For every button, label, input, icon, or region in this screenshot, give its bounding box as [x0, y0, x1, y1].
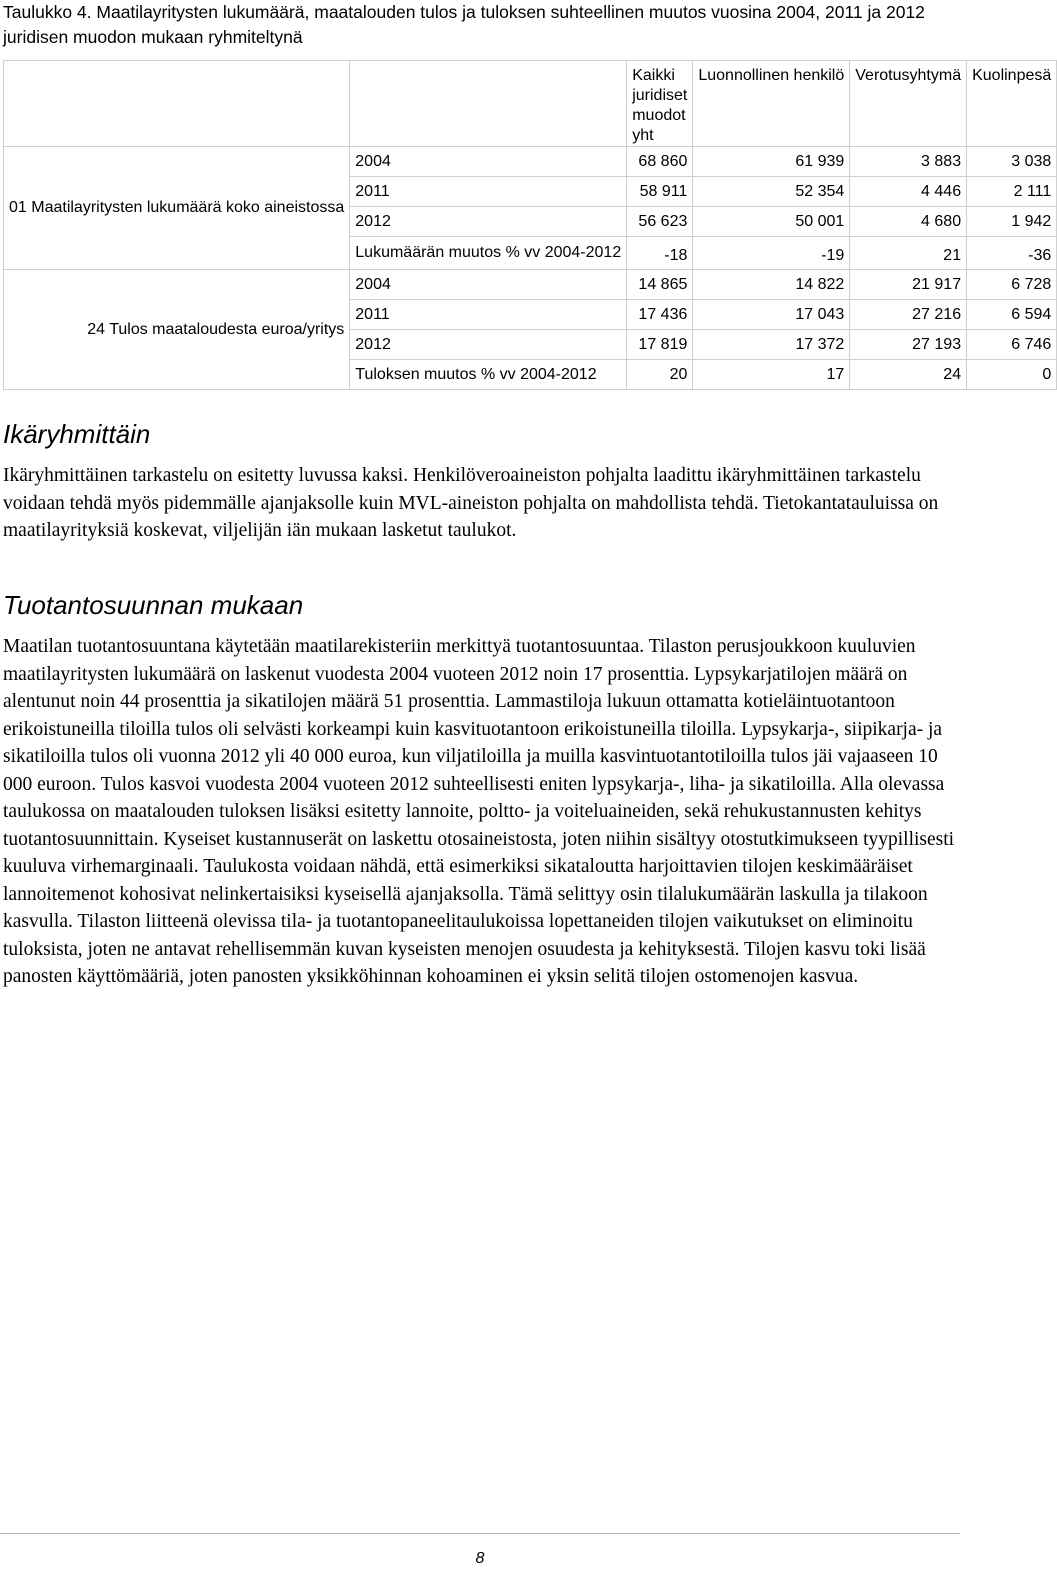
footer-divider: [0, 1533, 960, 1534]
table-cell: 68 860: [627, 147, 693, 177]
table-cell: 56 623: [627, 207, 693, 237]
row-label: Lukumäärän muutos % vv 2004-2012: [350, 237, 627, 270]
table-cell: 6 594: [967, 300, 1057, 330]
section-heading-production: Tuotantosuunnan mukaan: [3, 590, 304, 620]
row-group-label: 01 Maatilayritysten lukumäärä koko aineistossa: [4, 147, 350, 270]
table-cell: 20: [627, 360, 693, 390]
row-label: Tuloksen muutos % vv 2004-2012: [350, 360, 627, 390]
table-caption: Taulukko 4. Maatilayritysten lukumäärä, maatalouden tulos ja tuloksen suhteellinen muutos vuosina 2004, 2011 ja 2012 juridisen muodon mukaan ryhmiteltynä: [3, 2, 925, 47]
row-label: 2011: [350, 177, 627, 207]
table-header-row: [4, 61, 1057, 147]
table-cell: 0: [967, 360, 1057, 390]
table-cell: 6 728: [967, 270, 1057, 300]
table-cell: 17: [693, 360, 850, 390]
header-empty-1: [4, 61, 350, 147]
table-cell: 14 865: [627, 270, 693, 300]
table-cell: 17 043: [693, 300, 850, 330]
row-label: 2011: [350, 300, 627, 330]
header-empty-2: [350, 61, 627, 147]
table-cell: 17 372: [693, 330, 850, 360]
table-cell: 17 436: [627, 300, 693, 330]
row-label: 2012: [350, 207, 627, 237]
table-cell: 17 819: [627, 330, 693, 360]
column-header: Kaikki juridiset muodot yht: [627, 61, 693, 147]
table-cell: 14 822: [693, 270, 850, 300]
table-cell: 61 939: [693, 147, 850, 177]
column-header: Luonnollinen henkilö: [693, 61, 850, 147]
table-row: [4, 270, 1057, 300]
row-label: 2004: [350, 270, 627, 300]
table-cell: 4 446: [850, 177, 967, 207]
page-number: 8: [475, 1550, 485, 1567]
table-cell: 1 942: [967, 207, 1057, 237]
table-cell: 21: [850, 237, 967, 270]
table-cell: 27 216: [850, 300, 967, 330]
table-cell: 27 193: [850, 330, 967, 360]
row-label: 2012: [350, 330, 627, 360]
table-cell: -18: [627, 237, 693, 270]
table-cell: 52 354: [693, 177, 850, 207]
table-cell: 21 917: [850, 270, 967, 300]
table-cell: 24: [850, 360, 967, 390]
section-heading-age: Ikäryhmittäin: [3, 419, 151, 449]
table-cell: 3 883: [850, 147, 967, 177]
column-header: Kuolinpesä: [967, 61, 1057, 147]
row-label: 2004: [350, 147, 627, 177]
table-cell: -36: [967, 237, 1057, 270]
table-cell: 50 001: [693, 207, 850, 237]
section-text-production: Maatilan tuotantosuuntana käytetään maatilarekisteriin merkittyä tuotantosuuntaa. Tilaston perusjoukkoon kuuluvien maatilayritysten lukumäärä on laskenut vuodesta 2004 vuoteen 2012 noin 17 prosenttia. Lypsykarjatilojen määrä on alentunut noin 44 prosenttia ja sikatilojen määrä 51 prosenttia. Lammastiloja lukuun ottamatta kotieläintuotantoon erikoistuneilla tiloilla tulos oli selvästi korkeampi kuin kasvituotantoon erikoistuneilla tiloilla. Lypsykarja-, siipikarja- ja sikatiloilla tulos oli vuonna 2012 yli 40 000 euroa, kun viljatiloilla ja muilla kasvintuotantotiloilla tulos jäi vajaaseen 10 000 euroon. Tulos kasvoi vuodesta 2004 vuoteen 2012 suhteellisesti eniten lypsykarja-, liha- ja sikatiloilla. Alla olevassa taulukossa on maatalouden tuloksen lisäksi esitetty lannoite, poltto- ja voiteluaineiden, sekä rehukustannusten kehitys tuotantosuunnittain. Kyseiset kustannuserät on laskettu otosaineistosta, joten niihin sisältyy otostutkimukseen tyypillisesti kuuluva virhemarginaali. Taulukosta voidaan nähdä, että esimerkiksi sikataloutta harjoittavien tilojen keskimääräiset lannoitemenot kohosivat nelinkertaisiksi kyseisellä ajanjaksolla. Tämä selittyy osin tilalukumäärän laskulla ja tilakoon kasvulla. Tilaston liitteenä olevissa tila- ja tuotantopaneelitaulukoissa lopettaneiden tilojen vaikutukset on eliminoitu tuloksista, joten ne antavat rehellisemmän kuvan kyseisten menojen osuudesta ja kehityksestä. Tilojen kasvu toki lisää panosten käyttömääriä, joten panosten yksikköhinnan kohoaminen ei yksin selitä tilojen ostomenojen kasvua.: [3, 636, 955, 987]
data-table: [3, 60, 1057, 390]
section-text-age: Ikäryhmittäinen tarkastelu on esitetty luvussa kaksi. Henkilöveroaineiston pohjalta laadittu ikäryhmittäinen tarkastelu voidaan tehdä myös pidemmälle ajanjaksolle kuin MVL-aineiston pohjalta on mahdollista tehdä. Tietokantatauluissa on maatilayrityksiä koskevat, viljelijän iän mukaan lasketut taulukot.: [3, 465, 939, 541]
table-cell: 3 038: [967, 147, 1057, 177]
table-cell: 4 680: [850, 207, 967, 237]
table-cell: 6 746: [967, 330, 1057, 360]
row-group-label: 24 Tulos maataloudesta euroa/yritys: [4, 270, 350, 390]
table-row: [4, 147, 1057, 177]
table-cell: -19: [693, 237, 850, 270]
table-cell: 58 911: [627, 177, 693, 207]
column-header: Verotusyhtymä: [850, 61, 967, 147]
table-cell: 2 111: [967, 177, 1057, 207]
